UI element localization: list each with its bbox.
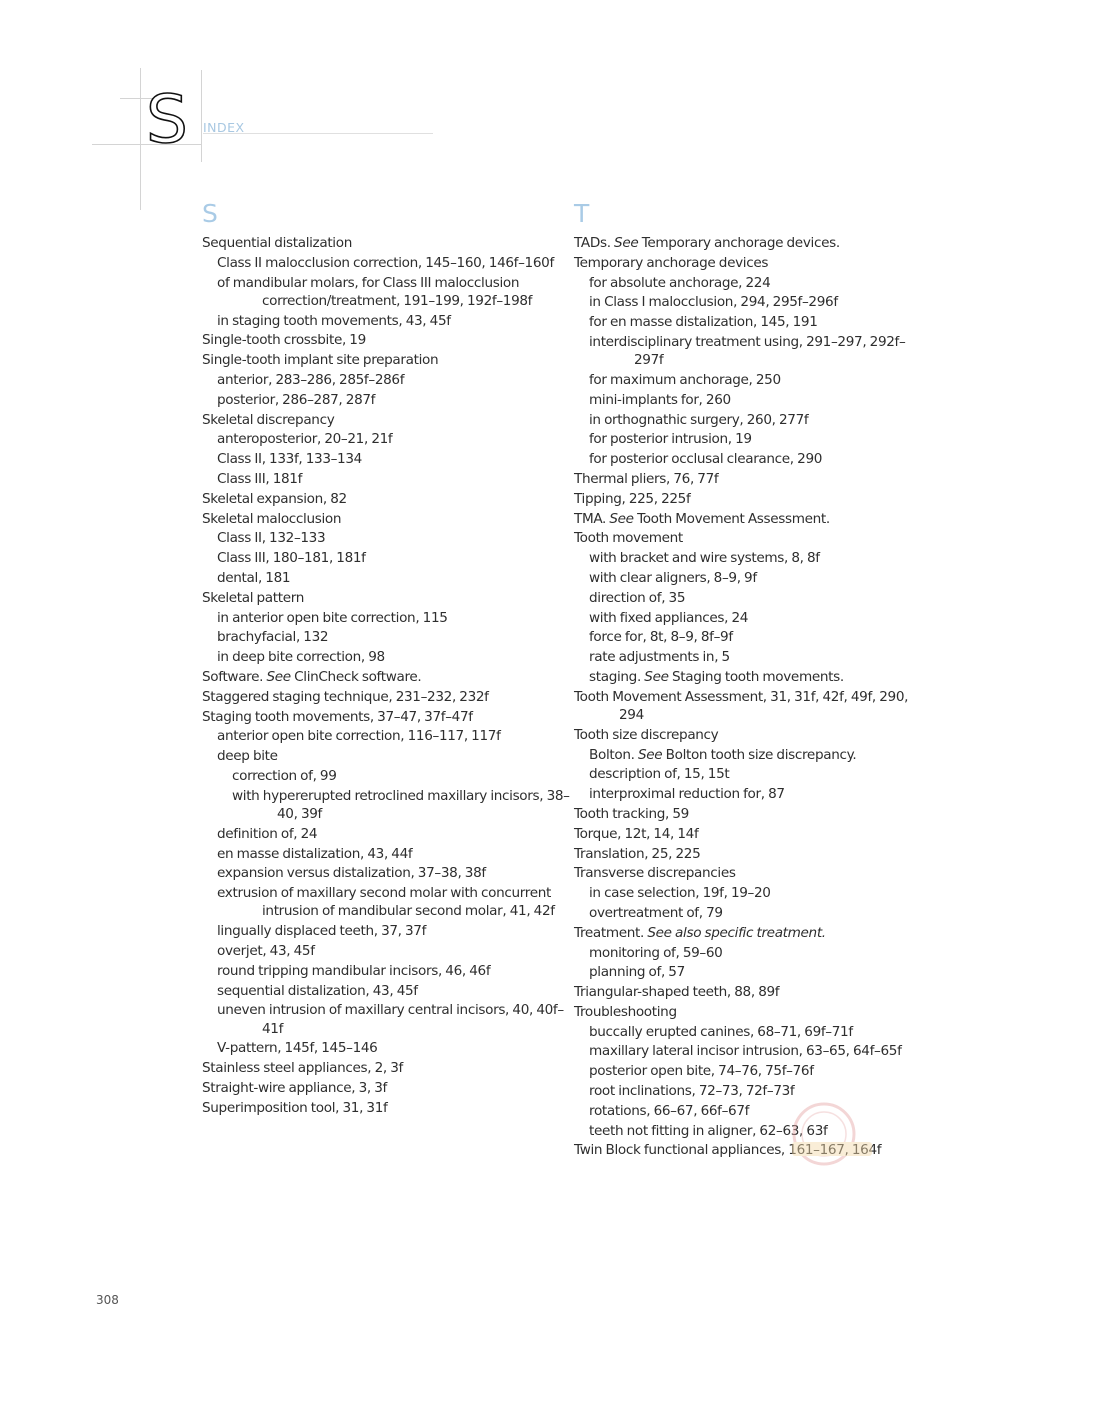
index-entry-text: TADs. <box>574 235 615 251</box>
index-subentry <box>202 430 572 448</box>
index-entry-text: for posterior intrusion, 19 <box>589 431 752 448</box>
index-subentry <box>202 884 572 920</box>
header-section-letter <box>144 86 190 154</box>
index-entry-text: Tooth Movement Assessment, 31, 31f, 42f, 49f, 290, 294 <box>574 688 909 723</box>
index-subentry <box>574 1062 914 1080</box>
index-entry-text: monitoring of, 59–60 <box>589 944 723 961</box>
index-entry <box>202 1099 572 1117</box>
index-subentry <box>574 313 914 331</box>
index-entry <box>202 510 572 528</box>
index-entry-text: uneven intrusion of maxillary central incisors, 40, 40f–41f <box>217 1002 564 1037</box>
index-entry <box>202 351 572 369</box>
index-entry-text: Single-tooth crossbite, 19 <box>202 332 366 349</box>
index-entry <box>574 845 914 863</box>
index-entry-text: expansion versus distalization, 37–38, 38f <box>217 865 486 882</box>
index-entry-text: See <box>266 668 291 685</box>
index-entry-text: Tooth tracking, 59 <box>574 805 689 822</box>
index-entry-text: with bracket and wire systems, 8, 8f <box>589 550 820 567</box>
index-entry-text: deep bite <box>217 748 278 765</box>
index-entry-text: TMA. <box>574 510 610 527</box>
index-entry-text: Skeletal expansion, 82 <box>202 490 347 507</box>
index-subentry <box>202 648 572 666</box>
index-subentry <box>574 430 914 448</box>
index-entry <box>574 510 914 528</box>
index-entry-text: overtreatment of, 79 <box>589 904 723 921</box>
index-entry-text: anterior, 283–286, 285f–286f <box>217 371 405 388</box>
index-entry-text: Class III, 181f <box>217 470 303 487</box>
index-entry-text: round tripping mandibular incisors, 46, 46f <box>217 962 491 979</box>
index-subentry <box>202 371 572 389</box>
index-entry-text: in case selection, 19f, 19–20 <box>589 885 771 902</box>
index-subentry <box>574 569 914 587</box>
index-subentry <box>574 391 914 409</box>
index-subentry <box>202 1001 572 1037</box>
index-entry-text: in staging tooth movements, 43, 45f <box>217 312 451 329</box>
index-subentry <box>574 1023 914 1041</box>
index-entry-text: planning of, 57 <box>589 964 685 981</box>
index-entry-text: Temporary anchorage devices. <box>638 235 840 251</box>
index-entry-text: with hypererupted retroclined maxillary incisors, 38–40, 39f <box>232 787 570 822</box>
index-subentry <box>202 450 572 468</box>
index-entry <box>574 470 914 488</box>
index-entries-s <box>202 234 572 1117</box>
index-entry <box>574 490 914 508</box>
index-subentry <box>574 274 914 292</box>
index-entry-text: teeth not fitting in aligner, 62–63, 63f <box>589 1122 828 1139</box>
index-subentry <box>202 628 572 646</box>
index-entry-text: with clear aligners, 8–9, 9f <box>589 569 757 586</box>
index-entry-text: rate adjustments in, 5 <box>589 649 730 666</box>
index-entry-text: Twin Block functional appliances, 161–167, 164f <box>574 1142 882 1159</box>
index-subentry <box>202 254 572 272</box>
index-entry-text: direction of, 35 <box>589 589 686 606</box>
index-subentry <box>202 529 572 547</box>
index-subentry <box>574 648 914 666</box>
index-subentry <box>574 963 914 981</box>
index-entry-text: root inclinations, 72–73, 72f–73f <box>589 1083 795 1100</box>
index-entry-text: Tooth Movement Assessment. <box>633 510 830 527</box>
stamp-watermark-icon <box>786 1102 876 1172</box>
header-rule-vertical-left <box>140 68 141 210</box>
index-entry <box>202 589 572 607</box>
index-entry-text: Software. <box>202 668 267 685</box>
svg-text:S: S <box>146 86 188 154</box>
index-entry <box>202 668 572 686</box>
index-entry-text: Thermal pliers, 76, 77f <box>574 470 719 487</box>
index-entry-text: Bolton tooth size discrepancy. <box>662 746 857 763</box>
index-subentry <box>202 569 572 587</box>
index-entry-text: Triangular-shaped teeth, 88, 89f <box>574 984 780 1001</box>
index-subentry <box>202 845 572 863</box>
index-entry-text: Temporary anchorage devices <box>574 254 769 271</box>
index-subentry <box>574 293 914 311</box>
index-subentry <box>574 609 914 627</box>
index-entry-text: interdisciplinary treatment using, 291–297, 292f–297f <box>589 333 906 369</box>
index-subentry <box>202 609 572 627</box>
index-entries-t <box>574 234 914 1160</box>
index-subentry <box>202 962 572 980</box>
index-subentry <box>574 549 914 567</box>
index-subentry <box>574 450 914 468</box>
index-subentry <box>574 1082 914 1100</box>
index-entry-text: See <box>637 746 663 763</box>
index-entry-text: en masse distalization, 43, 44f <box>217 845 413 862</box>
index-entry <box>574 254 914 272</box>
index-subentry <box>202 982 572 1000</box>
index-entry-text: Treatment. <box>574 924 648 941</box>
index-entry-text: Staging tooth movements. <box>668 668 844 685</box>
index-entry-text: Sequential distalization <box>202 235 352 251</box>
index-entry-text: Skeletal malocclusion <box>202 510 342 527</box>
index-entry-text: interproximal reduction for, 87 <box>589 786 785 803</box>
index-entry-text: correction of, 99 <box>232 767 337 784</box>
index-entry-text: Tooth movement <box>574 530 683 547</box>
index-entry-text: posterior, 286–287, 287f <box>217 391 376 408</box>
index-entry <box>202 331 572 349</box>
index-entry-text: in anterior open bite correction, 115 <box>217 609 448 626</box>
index-entry <box>574 924 914 942</box>
index-subentry <box>202 767 572 785</box>
index-entry-text: Staging tooth movements, 37–47, 37f–47f <box>202 708 473 725</box>
index-entry-text: force for, 8t, 8–9, 8f–9f <box>589 629 733 646</box>
index-subentry <box>202 391 572 409</box>
index-entry-text: overjet, 43, 45f <box>217 942 315 959</box>
index-entry <box>574 983 914 1001</box>
index-entry-text: in orthognathic surgery, 260, 277f <box>589 411 809 428</box>
index-subentry <box>574 628 914 646</box>
index-entry-text: See <box>644 668 669 685</box>
index-entry-text: in Class I malocclusion, 294, 295f–296f <box>589 294 838 311</box>
index-subentry <box>202 274 572 310</box>
index-entry <box>574 1003 914 1021</box>
index-entry-text: Class II malocclusion correction, 145–160, 146f–160f <box>217 254 554 271</box>
index-subentry <box>202 727 572 745</box>
index-subentry <box>202 864 572 882</box>
index-entry-text: sequential distalization, 43, 45f <box>217 982 418 999</box>
index-subentry <box>574 944 914 962</box>
index-entry-text: Class III, 180–181, 181f <box>217 550 366 567</box>
header-index-label: INDEX <box>203 120 245 135</box>
index-entry-text: Straight-wire appliance, 3, 3f <box>202 1079 387 1096</box>
index-entry-text: mini-implants for, 260 <box>589 391 731 408</box>
index-entry <box>574 726 914 744</box>
index-entry-text: Troubleshooting <box>574 1003 677 1020</box>
index-column-s <box>202 198 572 1118</box>
index-entry-text: Tipping, 225, 225f <box>574 490 691 507</box>
index-entry-text: anteroposterior, 20–21, 21f <box>217 431 393 448</box>
index-subentry <box>574 746 914 764</box>
index-entry-text: Skeletal discrepancy <box>202 411 335 428</box>
index-entry <box>574 234 914 252</box>
index-entry-text: of mandibular molars, for Class III malocclusion correction/treatment, 191–199, 192f–198f <box>217 274 533 309</box>
index-entry-text: definition of, 24 <box>217 825 318 842</box>
index-entry <box>202 490 572 508</box>
index-entry-text: V-pattern, 145f, 145–146 <box>217 1040 378 1057</box>
index-subentry <box>574 411 914 429</box>
index-entry <box>202 411 572 429</box>
index-entry-text: Skeletal pattern <box>202 589 305 606</box>
section-letter-s: S <box>202 199 218 228</box>
index-entry-text: anterior open bite correction, 116–117, 117f <box>217 728 501 745</box>
index-subentry <box>202 942 572 960</box>
index-entry-text: for posterior occlusal clearance, 290 <box>589 451 823 468</box>
page-number: 308 <box>96 1293 119 1307</box>
index-entry-text: for absolute anchorage, 224 <box>589 274 771 291</box>
index-subentry <box>574 884 914 902</box>
index-entry-text: Class II, 132–133 <box>217 530 326 547</box>
index-entry <box>574 805 914 823</box>
index-entry <box>574 825 914 843</box>
index-entry-text: Translation, 25, 225 <box>574 845 701 862</box>
index-subentry <box>574 904 914 922</box>
index-subentry <box>574 785 914 803</box>
index-entry-text: See <box>614 235 639 251</box>
index-entry <box>202 708 572 726</box>
index-entry-text: with fixed appliances, 24 <box>589 609 749 626</box>
index-subentry <box>574 333 914 369</box>
index-entry-text: for en masse distalization, 145, 191 <box>589 314 818 331</box>
index-entry <box>574 529 914 547</box>
index-entry-text: for maximum anchorage, 250 <box>589 371 781 388</box>
index-entry-text: maxillary lateral incisor intrusion, 63–65, 64f–65f <box>589 1043 902 1060</box>
index-entry-text: description of, 15, 15t <box>589 766 730 783</box>
index-entry-text: extrusion of maxillary second molar with concurrent intrusion of mandibular second molar, 41, 42f <box>217 885 555 920</box>
index-subentry <box>202 549 572 567</box>
index-entry <box>202 1059 572 1077</box>
index-subentry <box>202 787 572 823</box>
section-letter-t: T <box>574 199 590 228</box>
index-subentry <box>202 922 572 940</box>
index-entry-text: Superimposition tool, 31, 31f <box>202 1099 388 1116</box>
index-entry-text: posterior open bite, 74–76, 75f–76f <box>589 1063 814 1080</box>
index-entry <box>202 1079 572 1097</box>
index-entry-text: Transverse discrepancies <box>574 865 736 882</box>
index-entry-text: in deep bite correction, 98 <box>217 649 385 666</box>
index-entry-text: See <box>609 510 634 527</box>
index-entry-text: Bolton. <box>589 746 638 763</box>
index-entry <box>202 234 572 252</box>
index-entry-text: rotations, 66–67, 66f–67f <box>589 1102 750 1119</box>
index-entry-text: buccally erupted canines, 68–71, 69f–71f <box>589 1023 853 1040</box>
index-entry-text: ClinCheck software. <box>290 668 422 685</box>
index-subentry <box>202 747 572 765</box>
index-entry-text: Staggered staging technique, 231–232, 232f <box>202 688 489 705</box>
index-entry-text: Tooth size discrepancy <box>574 726 719 743</box>
index-entry <box>574 688 914 724</box>
index-entry-text: Single-tooth implant site preparation <box>202 352 439 369</box>
index-entry-text: lingually displaced teeth, 37, 37f <box>217 923 427 940</box>
index-subentry <box>202 470 572 488</box>
index-subentry <box>574 1042 914 1060</box>
index-entry <box>574 864 914 882</box>
index-entry-text: Torque, 12t, 14, 14f <box>574 825 699 842</box>
index-entry-text: Class II, 133f, 133–134 <box>217 451 362 468</box>
index-entry-text: brachyfacial, 132 <box>217 629 329 646</box>
index-entry-text: dental, 181 <box>217 569 291 586</box>
index-subentry <box>202 312 572 330</box>
index-entry <box>202 688 572 706</box>
index-subentry <box>574 371 914 389</box>
index-subentry <box>202 825 572 843</box>
index-column-t <box>574 198 914 1161</box>
index-entry-text: Stainless steel appliances, 2, 3f <box>202 1060 403 1077</box>
index-subentry <box>574 589 914 607</box>
index-entry-text: staging. <box>589 668 645 685</box>
index-subentry <box>574 765 914 783</box>
header-rule-vertical-right <box>201 70 202 162</box>
index-entry-text: See also specific treatment. <box>647 924 826 941</box>
index-subentry <box>202 1039 572 1057</box>
index-subentry <box>574 668 914 686</box>
